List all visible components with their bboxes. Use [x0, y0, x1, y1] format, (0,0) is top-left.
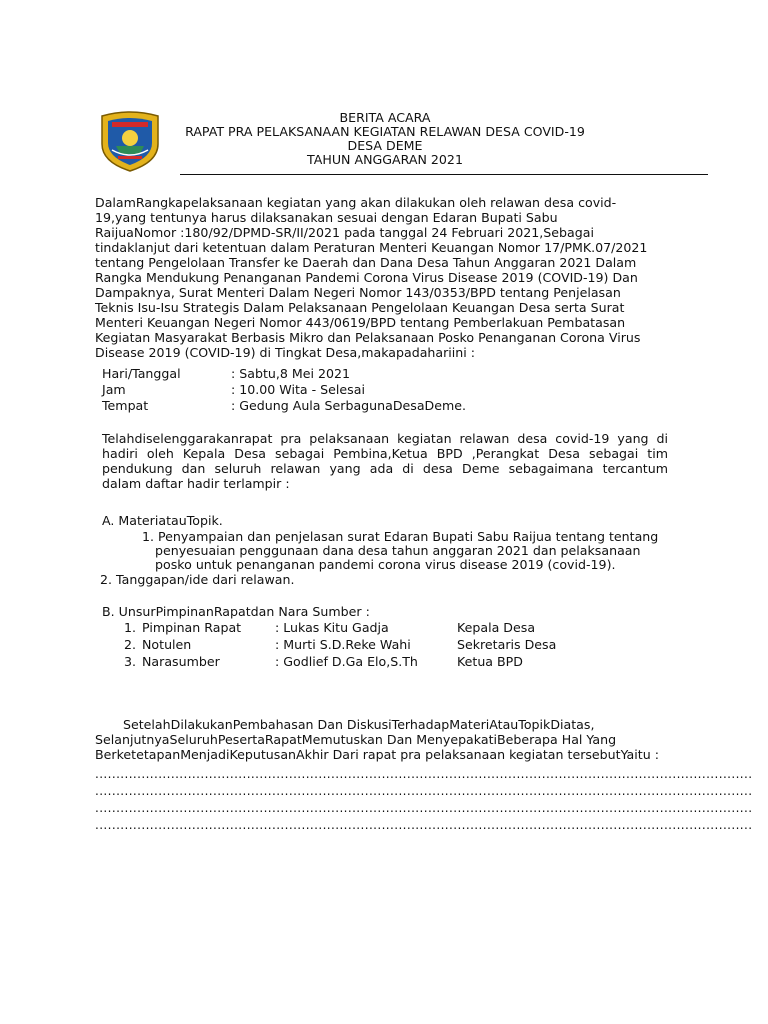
intro-line: DalamRangkapelaksanaan kegiatan yang akan dilakukan oleh relawan desa covid-: [95, 195, 617, 210]
dotted-line: ............................................................................................................................................................: [95, 818, 753, 832]
held-line: hadiri oleh Kepala Desa sebagai Pembina,Ketua BPD ,Perangkat Desa sebagai tim: [102, 446, 668, 461]
regency-logo: [98, 110, 162, 172]
schedule-value: : 10.00 Wita - Selesai: [231, 382, 365, 397]
row-role: Narasumber: [142, 654, 220, 669]
section-a-item-cont: posko untuk penanganan pandemi corona virus disease 2019 (covid-19).: [155, 557, 616, 572]
row-number: 2.: [124, 637, 137, 652]
section-a-item: 2. Tanggapan/ide dari relawan.: [100, 572, 295, 587]
intro-line: RaijuaNomor :180/92/DPMD-SR/II/2021 pada tanggal 24 Februari 2021,Sebagai: [95, 225, 594, 240]
intro-line: 19,yang tentunya harus dilaksanakan sesuai dengan Edaran Bupati Sabu: [95, 210, 558, 225]
row-number: 3.: [124, 654, 137, 669]
closing-line: SelanjutnyaSeluruhPesertaRapatMemutuskan Dan MenyepakatiBeberapa Hal Yang: [95, 732, 617, 747]
section-a-item: 1. Penyampaian dan penjelasan surat Edaran Bupati Sabu Raijua tentang tentang: [142, 529, 659, 544]
section-a-item-cont: penyesuaian penggunaan dana desa tahun anggaran 2021 dan pelaksanaan: [155, 543, 641, 558]
dotted-line: ............................................................................................................................................................: [95, 801, 753, 815]
schedule-value: : Sabtu,8 Mei 2021: [231, 366, 351, 381]
intro-line: Disease 2019 (COVID-19) di Tingkat Desa,makapadahariini :: [95, 345, 476, 360]
intro-line: tentang Pengelolaan Transfer ke Daerah dan Dana Desa Tahun Anggaran 2021 Dalam: [95, 255, 637, 270]
held-paragraph: [102, 431, 668, 491]
intro-line: Kegiatan Masyarakat Berbasis Mikro dan Pelaksanaan Posko Penanganan Corona Virus: [95, 330, 641, 345]
row-role: Pimpinan Rapat: [142, 620, 242, 635]
row-name: : Murti S.D.Reke Wahi: [275, 637, 411, 652]
doc-title: BERITA ACARA: [339, 110, 431, 125]
row-position: Kepala Desa: [457, 620, 536, 635]
row-position: Ketua BPD: [457, 654, 523, 669]
closing-paragraph: [95, 717, 670, 762]
row-position: Sekretaris Desa: [457, 637, 557, 652]
intro-line: Teknis Isu-Isu Strategis Dalam Pelaksanaan Pengelolaan Keuangan Desa serta Surat: [95, 300, 625, 315]
closing-line: SetelahDilakukanPembahasan Dan DiskusiTerhadapMateriAtauTopikDiatas,: [123, 717, 595, 732]
doc-subtitle: RAPAT PRA PELAKSANAAN KEGIATAN RELAWAN DESA COVID-19: [185, 124, 585, 139]
dotted-line: ............................................................................................................................................................: [95, 784, 753, 798]
row-name: : Lukas Kitu Gadja: [275, 620, 389, 635]
held-line: pendukung dan seluruh relawan yang ada di desa Deme sebagaimana tercantum: [102, 461, 668, 476]
intro-line: Menteri Keuangan Negeri Nomor 443/0619/BPD tentang Pemberlakuan Pembatasan: [95, 315, 626, 330]
row-name: : Godlief D.Ga Elo,S.Th: [275, 654, 418, 669]
closing-line: BerketetapanMenjadiKeputusanAkhir Dari rapat pra pelaksanaan kegiatan tersebutYaitu :: [95, 747, 659, 762]
intro-line: Rangka Mendukung Penanganan Pandemi Corona Virus Disease 2019 (COVID-19) Dan: [95, 270, 638, 285]
section-a-title: A. MateriatauTopik.: [102, 513, 223, 528]
row-number: 1.: [124, 620, 137, 635]
intro-line: Dampaknya, Surat Menteri Dalam Negeri Nomor 143/0353/BPD tentang Penjelasan: [95, 285, 621, 300]
row-role: Notulen: [142, 637, 192, 652]
schedule-value: : Gedung Aula SerbagunaDesaDeme.: [231, 398, 467, 413]
intro-paragraph: [95, 195, 665, 360]
intro-line: tindaklanjut dari ketentuan dalam Peraturan Menteri Keuangan Nomor 17/PMK.07/2021: [95, 240, 648, 255]
doc-year: TAHUN ANGGARAN 2021: [307, 152, 463, 167]
schedule-label: Tempat: [102, 398, 149, 413]
held-line: dalam daftar hadir terlampir :: [102, 476, 290, 491]
held-line: Telahdiselenggarakanrapat pra pelaksanaan kegiatan relawan desa covid-19 yang di: [102, 431, 668, 446]
schedule-label: Jam: [102, 382, 126, 397]
schedule-label: Hari/Tanggal: [102, 366, 181, 381]
dotted-line: ............................................................................................................................................................: [95, 767, 753, 781]
doc-village: DESA DEME: [347, 138, 423, 153]
section-b-title: B. UnsurPimpinanRapatdan Nara Sumber :: [102, 604, 370, 619]
header-divider: [180, 174, 708, 175]
